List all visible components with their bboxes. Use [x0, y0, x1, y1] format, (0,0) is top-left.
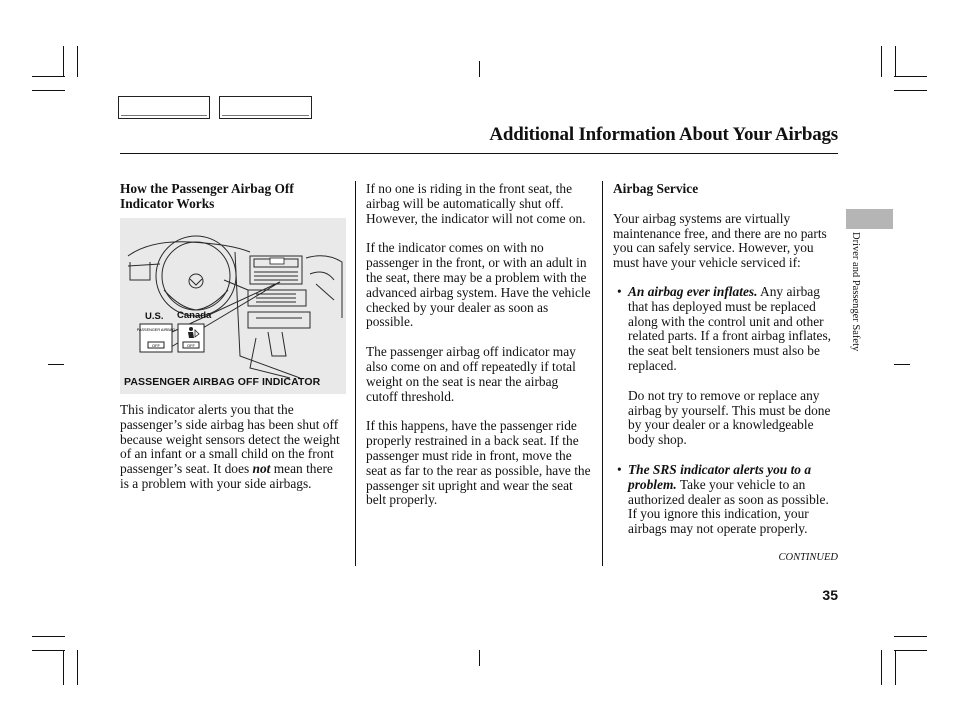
- figure-canada-label: Canada: [177, 310, 212, 321]
- col3-intro: Your airbag systems are virtually maintenance free, and there are no parts you can safely service. However, you must have your vehicle serviced if:: [613, 210, 827, 271]
- figure-caption: PASSENGER AIRBAG OFF INDICATOR: [124, 376, 321, 388]
- bullet-2-lead: The SRS indicator alerts you to a problem.: [628, 461, 812, 492]
- page-title: Additional Information About Your Airbags: [489, 124, 838, 145]
- bullet-2-text: Take your vehicle to an authorized dealer as soon as possible. If you ignore this indication, your airbags may not operate properly.: [628, 476, 829, 537]
- figure-us-label: U.S.: [145, 311, 164, 322]
- bullet-1-sub: Do not try to remove or replace any airbag by yourself. This must be done by your dealer or a knowledgeable body shop.: [628, 387, 831, 448]
- dashboard-figure: [120, 218, 346, 394]
- service-bullets: [613, 285, 841, 537]
- header-box-right: [219, 96, 312, 119]
- col2-paragraph-4: If this happens, have the passenger ride properly restrained in a back seat. If the passenger must ride in front, move the seat as far to the rear as possible, have the passenger sit upright and wear the seat belt properly.: [366, 418, 591, 508]
- column-divider-2: [602, 181, 603, 566]
- section-label: [846, 232, 866, 392]
- col1-body: [120, 403, 342, 492]
- bullet-1-text: Any airbag that has deployed must be replaced along with the control unit and other related parts. If a front airbag inflates, the seat belt tensioners must also be replaced.: [628, 283, 831, 373]
- dashboard-illustration: [120, 218, 346, 394]
- col1-subhead: How the Passenger Airbag Off Indicator Works: [120, 181, 294, 211]
- col2-paragraph-3: The passenger airbag off indicator may also come on and off repeatedly if total weight on the seat is near the airbag cutoff threshold.: [366, 344, 576, 404]
- header-box-left: [118, 96, 210, 119]
- col2-paragraph-1: If no one is riding in the front seat, the airbag will be automatically shut off. However, the indicator will not come on.: [366, 181, 586, 226]
- col2-paragraph-2: If the indicator comes on with no passenger in the front, or with an adult in the seat, there may be a problem with the advanced airbag system. Have the vehicle checked by your dealer as soon as possible.: [366, 240, 591, 330]
- us-indicator-text: PASSENGER AIRBAG: [136, 328, 176, 332]
- col1-body-text-1: This indicator alerts you that the passenger’s side airbag has been shut off because weight sensors detect the weight of an infant or a small child on the front passenger’s seat. It does: [120, 402, 340, 477]
- service-bullet-1: [613, 285, 841, 448]
- page-number: 35: [822, 587, 838, 603]
- title-rule: [120, 153, 838, 154]
- column-3: [613, 182, 841, 552]
- section-label-text: Driver and Passenger Safety: [850, 232, 861, 352]
- service-bullet-2: [613, 463, 841, 537]
- us-off-text: OFF: [152, 343, 160, 348]
- canada-off-text: OFF: [187, 343, 195, 348]
- column-divider-1: [355, 181, 356, 566]
- col1-body-text-2: mean there is a problem with your side airbags.: [120, 461, 333, 491]
- bullet-1-lead: An airbag ever inflates.: [628, 283, 758, 299]
- continued-note: CONTINUED: [778, 552, 838, 563]
- col3-subhead: Airbag Service: [613, 181, 699, 196]
- section-tab: [846, 209, 893, 229]
- column-2: [366, 182, 592, 523]
- column-1-body: [120, 403, 342, 507]
- col1-body-emphasis: not: [252, 461, 271, 477]
